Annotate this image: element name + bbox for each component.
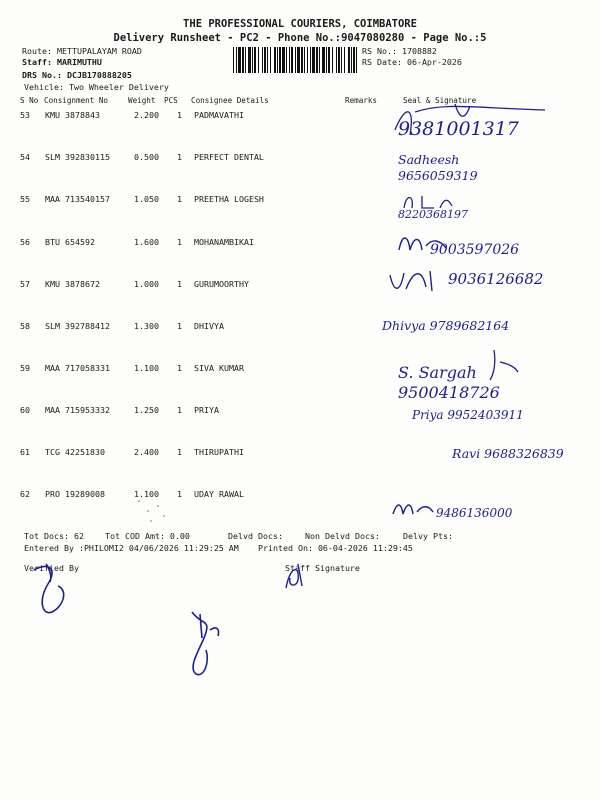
col-pcs: PCS	[164, 96, 178, 105]
row-weight: 1.050	[134, 194, 159, 204]
row-consignment: SLM 392788412	[45, 321, 110, 331]
row-sno: 56	[20, 237, 30, 247]
row-consignee: MOHANAMBIKAI	[194, 237, 254, 247]
row-weight: 0.500	[134, 152, 159, 162]
row-pcs: 1	[177, 237, 182, 247]
handwritten-phone: 8220368197	[398, 208, 468, 221]
row-pcs: 1	[177, 489, 182, 499]
row-consignee: DHIVYA	[194, 321, 224, 331]
row-consignee: PREETHA LOGESH	[194, 194, 264, 204]
tot-docs: Tot Docs: 62	[24, 531, 84, 541]
row-pcs: 1	[177, 321, 182, 331]
row-pcs: 1	[177, 152, 182, 162]
row-pcs: 1	[177, 405, 182, 415]
handwritten-phone: 9003597026	[430, 242, 520, 258]
row-consignee: SIVA KUMAR	[194, 363, 244, 373]
col-sno: S No	[20, 96, 39, 105]
printed-on: Printed On: 06-04-2026 11:29:45	[258, 543, 413, 553]
row-consignment: MAA 717058331	[45, 363, 110, 373]
scan-speck	[147, 510, 149, 512]
row-consignment: KMU 3878843	[45, 110, 100, 120]
staff-signature	[280, 560, 310, 592]
row-consignee: PADMAVATHI	[194, 110, 244, 120]
delvd-docs: Delvd Docs:	[228, 531, 283, 541]
row-sno: 57	[20, 279, 30, 289]
row-weight: 2.200	[134, 110, 159, 120]
handwritten-phone: 9381001317	[398, 118, 519, 140]
barcode	[233, 47, 357, 73]
table-row	[0, 194, 600, 208]
verifier-signature	[28, 560, 78, 620]
col-consignee: Consignee Details	[191, 96, 269, 105]
row-consignment: PRO 19289008	[45, 489, 105, 499]
handwritten-receipt: Dhivya 9789682164	[382, 318, 510, 333]
drs-label: DRS No.: DCJB170888205	[22, 70, 132, 80]
col-weight: Weight	[128, 96, 156, 105]
row-weight: 1.300	[134, 321, 159, 331]
row-sno: 60	[20, 405, 30, 415]
col-remarks: Remarks	[345, 96, 378, 105]
scan-speck	[150, 520, 152, 522]
row-pcs: 1	[177, 279, 182, 289]
row-consignee: GURUMOORTHY	[194, 279, 249, 289]
row-consignment: SLM 392830115	[45, 152, 110, 162]
table-row	[0, 489, 600, 503]
rs-no-label: RS No.: 1708882	[362, 46, 437, 56]
row-consignment: BTU 654592	[45, 237, 95, 247]
row-consignment: MAA 713540157	[45, 194, 110, 204]
row-weight: 1.100	[134, 489, 159, 499]
scan-speck	[163, 515, 165, 517]
row-consignee: UDAY RAWAL	[194, 489, 244, 499]
route-label: Route: METTUPALAYAM ROAD	[22, 46, 142, 56]
row-weight: 1.000	[134, 279, 159, 289]
company-title: THE PROFESSIONAL COURIERS, COIMBATORE	[183, 18, 417, 30]
signature-scribble	[386, 265, 446, 295]
handwritten-receipt: Priya 9952403911	[412, 408, 524, 422]
row-consignee: PERFECT DENTAL	[194, 152, 264, 162]
handwritten-receipt: Ravi 9688326839	[452, 446, 564, 461]
staff-label: Staff: MARIMUTHU	[22, 57, 102, 67]
rs-date-label: RS Date: 06-Apr-2026	[362, 57, 462, 67]
row-consignment: KMU 3878672	[45, 279, 100, 289]
scan-speck	[157, 505, 159, 507]
verified-by-label: Verified By	[24, 563, 79, 573]
row-consignment: TCG 42251830	[45, 447, 105, 457]
handwritten-receipt: Sadheesh 9656059319	[398, 152, 478, 183]
row-weight: 1.100	[134, 363, 159, 373]
handwritten-phone: 9036126682	[448, 270, 544, 288]
delvy-pts: Delvy Pts:	[403, 531, 453, 541]
tot-cod: Tot COD Amt: 0.00	[105, 531, 190, 541]
row-sno: 59	[20, 363, 30, 373]
row-weight: 2.400	[134, 447, 159, 457]
row-pcs: 1	[177, 110, 182, 120]
row-sno: 55	[20, 194, 30, 204]
row-sno: 53	[20, 110, 30, 120]
non-delvd-docs: Non Delvd Docs:	[305, 531, 380, 541]
col-consignment: Consignment No	[44, 96, 109, 105]
row-weight: 1.600	[134, 237, 159, 247]
col-seal: Seal & Signature	[403, 96, 477, 105]
row-sno: 62	[20, 489, 30, 499]
row-pcs: 1	[177, 363, 182, 373]
scan-speck	[138, 500, 140, 502]
runsheet-subtitle: Delivery Runsheet - PC2 - Phone No.:9047080280 - Page No.:5	[113, 32, 487, 44]
bottom-signature	[182, 608, 222, 678]
row-sno: 58	[20, 321, 30, 331]
signature-scribble	[391, 500, 436, 520]
row-pcs: 1	[177, 194, 182, 204]
row-consignee: PRIYA	[194, 405, 219, 415]
staff-signature-label: Staff Signature	[285, 563, 360, 573]
handwritten-receipt: S. Sargah 9500418726	[398, 363, 500, 402]
vehicle-label: Vehicle: Two Wheeler Delivery	[24, 82, 169, 92]
row-weight: 1.250	[134, 405, 159, 415]
row-sno: 54	[20, 152, 30, 162]
row-consignment: MAA 715953332	[45, 405, 110, 415]
row-pcs: 1	[177, 447, 182, 457]
row-sno: 61	[20, 447, 30, 457]
row-consignee: THIRUPATHI	[194, 447, 244, 457]
handwritten-phone: 9486136000	[436, 506, 513, 520]
entered-by: Entered By :PHILOMI2 04/06/2026 11:29:25 AM	[24, 543, 239, 553]
